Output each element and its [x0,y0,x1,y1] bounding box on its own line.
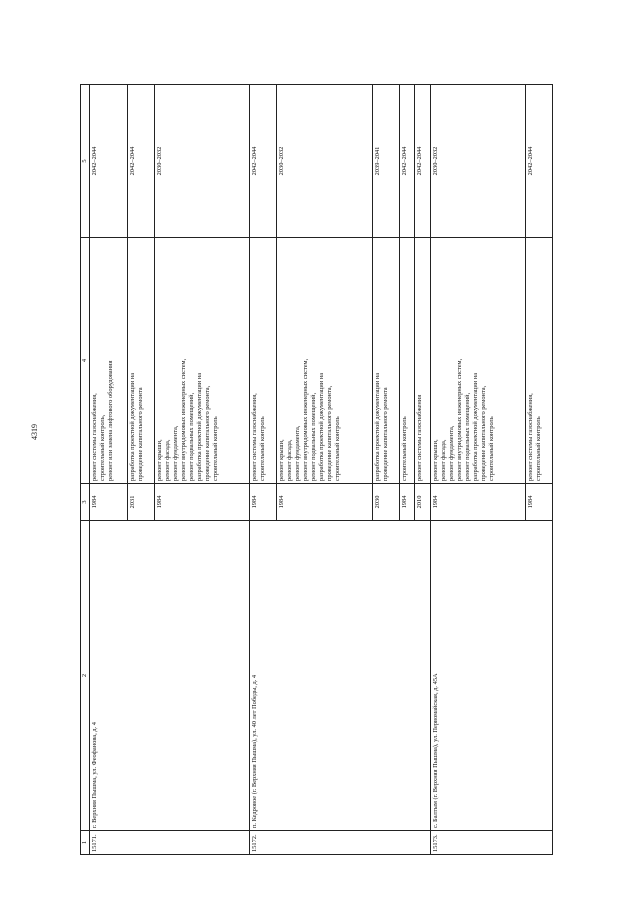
work-item: ремонт внутридомовых инженерных систем, [180,358,188,481]
year-cell: 1984 [90,484,128,521]
works-cell [372,238,399,484]
work-item: проведение капитального ремонта [137,387,145,481]
work-item: ремонт крыши, [431,439,439,481]
repair-schedule-table [80,84,553,855]
object-number: 15173. [430,831,552,855]
work-item: ремонт крыши, [278,439,286,481]
work-item: ремонт крыши, [156,439,164,481]
work-item: проведение капитального ремонта, [326,385,334,481]
column-header-1: 1 [81,831,90,855]
year-cell: 1984 [277,484,372,521]
works-cell [415,238,431,484]
column-number-row [81,85,90,855]
work-item: ремонт подвальных помещений, [310,392,318,481]
work-item: проведение капитального ремонта, [204,385,212,481]
work-item: ремонт фундамента, [447,425,455,481]
year-cell: 1984 [155,484,250,521]
work-item: строительный контроль [487,416,495,481]
object-address: п. Кедровое (г. Верхняя Пышма), ул. 40 лет Победы, д. 4 [250,521,430,831]
table-body [90,85,553,855]
table-row [430,85,525,855]
work-item: разработка проектной документации на [471,372,479,481]
period-cell: 2042–2044 [399,85,415,238]
works-cell [155,238,250,484]
column-header-2: 2 [81,521,90,831]
object-number: 15171. [90,831,250,855]
period-cell: 2030–2032 [430,85,525,238]
period-cell: 2030–2032 [155,85,250,238]
work-item: ремонт системы газоснабжения, [91,393,98,481]
work-item: строительный контроль [334,416,342,481]
work-item: ремонт внутридомовых инженерных систем, [302,358,310,481]
work-item: ремонт фундамента, [294,425,302,481]
works-cell [277,238,372,484]
period-cell: 2042–2044 [415,85,431,238]
object-address: с. Балтым (г. Верхняя Пышма), ул. Первомайская, д. 45А [430,521,552,831]
year-cell: 1984 [525,484,552,521]
period-cell: 2042–2044 [90,85,128,238]
column-header-4: 4 [81,238,90,484]
works-cell [525,238,552,484]
work-item: строительный контроль [212,416,220,481]
work-item: ремонт системы газоснабжения [416,394,424,481]
object-address: г. Верхняя Пышма, ул. Феофанова, д. 4 [90,521,250,831]
works-cell [430,238,525,484]
rotated-table-container [80,85,553,855]
work-item: ремонт фасада, [439,439,447,481]
work-item: разработка проектной документации на [373,372,381,481]
column-header-3: 3 [81,484,90,521]
work-item: строительный контроль [534,416,542,481]
works-cell [128,238,155,484]
work-item: ремонт или замена лифтового оборудования [107,360,114,481]
column-header-5: 5 [81,85,90,238]
year-cell: 2010 [415,484,431,521]
work-item: проведение капитального ремонта [381,387,389,481]
year-cell: 2030 [372,484,399,521]
year-cell: 1984 [250,484,277,521]
period-cell: 2030–2032 [277,85,372,238]
work-item: разработка проектной документации на [196,372,204,481]
year-cell: 1984 [430,484,525,521]
work-item: ремонт фасада, [286,439,294,481]
period-cell: 2039–2041 [372,85,399,238]
work-item: ремонт подвальных помещений, [188,392,196,481]
works-cell [90,238,128,484]
work-item: разработка проектной документации на [129,372,137,481]
work-item: проведение капитального ремонта, [479,385,487,481]
object-number: 15172. [250,831,430,855]
year-cell: 2031 [128,484,155,521]
year-cell: 1984 [399,484,415,521]
work-item: строительный контроль [259,416,267,481]
work-item: ремонт системы газоснабжения, [526,393,534,481]
table-row [90,85,128,855]
work-item: ремонт системы газоснабжения, [251,393,259,481]
work-item: строительный контроль, [99,414,106,481]
work-item: ремонт фундамента, [172,425,180,481]
period-cell: 2042–2044 [250,85,277,238]
work-item: ремонт подвальных помещений, [463,392,471,481]
works-cell [399,238,415,484]
period-cell: 2042–2044 [525,85,552,238]
work-item: строительный контроль [400,416,408,481]
work-item: ремонт внутридомовых инженерных систем, [455,358,463,481]
period-cell: 2042–2044 [128,85,155,238]
page-number: 4319 [30,424,39,440]
work-item: ремонт фасада, [164,439,172,481]
table-row [250,85,277,855]
works-cell [250,238,277,484]
work-item: разработка проектной документации на [318,372,326,481]
